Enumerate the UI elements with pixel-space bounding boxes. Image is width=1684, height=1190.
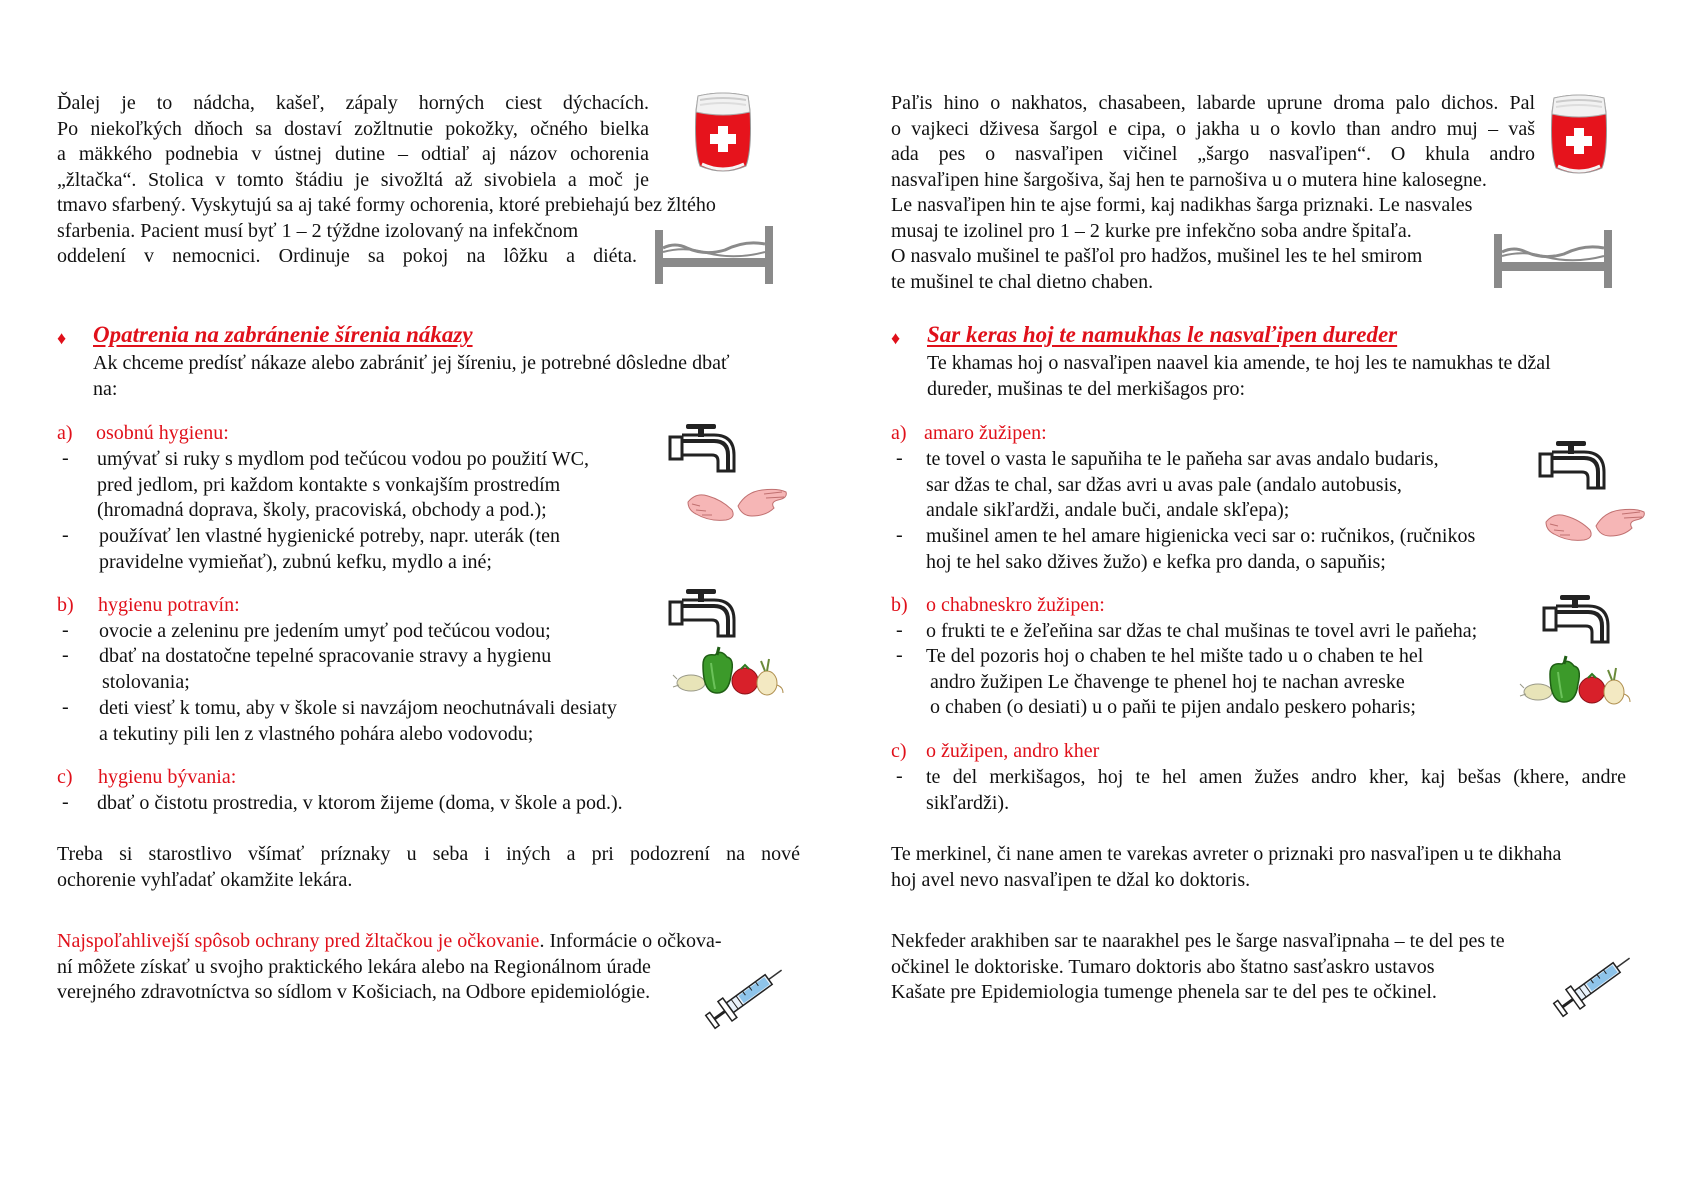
list-item: mušinel amen te hel amare higienicka veci sar o: ručnikos, (ručnikos hoj te hel sako džives žužo) e kefka pro danda, o sapuňis; <box>926 525 1476 573</box>
right-column-romani <box>834 0 1626 1190</box>
syringe-icon <box>700 962 792 1030</box>
vegetables-icon <box>673 645 785 699</box>
list-dash: - <box>896 619 903 641</box>
list-dash: - <box>62 524 69 546</box>
faucet-icon <box>1542 594 1614 654</box>
bed-icon <box>655 222 773 284</box>
intro-line: O nasvalo mušinel te pašľol pro hadžos, mušinel les te hel smirom <box>891 245 1423 267</box>
intro-line: nasvaľipen hine šargošiva, šaj hen te parnošiva u o mutera hine kalosegne. <box>891 168 1487 191</box>
intro-line: oddelení v nemocnici. Ordinuje sa pokoj na lôžku a diéta. <box>57 245 637 267</box>
heading-subtext: Ak chceme predísť nákaze alebo zabrániť jej šíreniu, je potrebné dôsledne dbať na: <box>93 352 730 400</box>
closing-paragraph: Treba si starostlivo všímať príznaky u seba i iných a pri podozrení na nové ochorenie vyhľadať okamžite lekára. <box>57 843 800 891</box>
bed-icon <box>1494 226 1612 288</box>
intro-line: „žltačka“. Stolica v tomto štádiu je sivožltá až sivobiela a moč je <box>57 168 649 191</box>
intro-line: Paľis hino o nakhatos, chasabeen, labarde uprune droma palo dichos. Pal <box>891 92 1535 114</box>
vaccination-highlight: Najspoľahlivejší spôsob ochrany pred žltačkou je očkovanie <box>57 930 540 952</box>
section-b-title: hygienu potravín: <box>98 594 240 616</box>
blood-bag-icon <box>1546 92 1612 178</box>
section-a-title: osobnú hygienu: <box>96 422 229 444</box>
heading-bullet-icon: ♦ <box>57 328 67 348</box>
heading-subtext: Te khamas hoj o nasvaľipen naavel kia amende, te hoj les te namukhas te džal dureder, mušinas te del merkišagos pro: <box>927 352 1551 400</box>
list-item: používať len vlastné hygienické potreby, napr. uterák (ten pravidelne vymieňať), zubnú kefku, mydlo a iné; <box>99 525 560 573</box>
list-item: o frukti te e žeľeňina sar džas te chal mušinas te tovel avri le paňeha; <box>926 620 1478 642</box>
blood-bag-icon <box>690 90 756 176</box>
list-dash: - <box>896 447 903 469</box>
list-item: ovocie a zeleninu pre jedením umyť pod tečúcou vodou; <box>99 620 551 642</box>
section-c-label: c) <box>57 766 73 788</box>
section-c-label: c) <box>891 740 907 762</box>
list-dash: - <box>896 524 903 546</box>
intro-line: a mäkkého podnebia v ústnej dutine – odtiaľ aj názov ochorenia <box>57 143 649 165</box>
intro-line: ada pes o nasvaľipen vičinel „šargo nasvaľipen“. O khula andro <box>891 143 1535 165</box>
vaccination-paragraph: Nekfeder arakhiben sar te naarakhel pes le šarge nasvaľipnaha – te del pes te očkinel le doktoriske. Tumaro doktoris abo štatno sasťaskro ustavos Kašate pre Epidemiologia tumenge phenela sar te del pes te očkinel. <box>891 930 1505 1003</box>
faucet-icon <box>668 423 740 483</box>
section-heading: Opatrenia na zabránenie šírenia nákazy <box>93 322 473 347</box>
faucet-icon <box>668 588 740 648</box>
left-column-slovak <box>0 0 800 1190</box>
closing-paragraph: Te merkinel, či nane amen te varekas avreter o priznaki pro nasvaľipen u te dikhaha hoj avel nevo nasvaľipen te džal ko doktoris. <box>891 843 1562 891</box>
list-dash: - <box>896 644 903 666</box>
list-dash: - <box>62 619 69 641</box>
list-item: te tovel o vasta le sapuňiha te le paňeha sar avas andalo budaris, sar džas te chal, sar džas avri u avas pale (andalo autobusis, andale sikľardži, andale buči, andale skľepa); <box>926 448 1439 521</box>
list-dash: - <box>896 765 903 787</box>
syringe-icon <box>1548 950 1640 1018</box>
intro-line: Ďalej je to nádcha, kašeľ, zápaly horných ciest dýchacích. <box>57 92 649 114</box>
list-dash: - <box>62 447 69 469</box>
list-item: dbať na dostatočne tepelné spracovanie stravy a hygienu stolovania; <box>99 645 552 693</box>
intro-line: Le nasvaľipen hin te ajse formi, kaj nadikhas šarga priznaki. Le nasvales <box>891 194 1473 216</box>
list-item: deti viesť k tomu, aby v škole si navzájom neochutnávali desiaty a tekutiny pili len z vlastného pohára alebo vodovodu; <box>99 697 617 745</box>
list-dash: - <box>62 791 69 813</box>
intro-line: o vajkeci dživesa šargol e cipa, o jakha u o kovlo than andro muj – vaš <box>891 117 1535 140</box>
intro-line: musaj te izolinel pro 1 – 2 kurke pre infekčno soba andre špitaľa. <box>891 219 1412 242</box>
intro-line: sfarbenia. Pacient musí byť 1 – 2 týždne izolovaný na infekčnom <box>57 219 579 242</box>
section-a-label: a) <box>57 422 73 444</box>
heading-bullet-icon: ♦ <box>891 328 901 348</box>
section-heading: Sar keras hoj te namukhas le nasvaľipen dureder <box>927 322 1398 347</box>
list-item: te del merkišagos, hoj te hel amen žužes andro kher, kaj bešas (khere, andre sikľardži). <box>926 766 1626 814</box>
section-c-title: o žužipen, andro kher <box>926 740 1100 762</box>
vaccination-paragraph: Najspoľahlivejší spôsob ochrany pred žltačkou je očkovanie. Informácie o očkova- ní môžete získať u svojho praktického lekára alebo na Regionálnom úrade verejného zdravotníctva so sídlom v Košiciach, na Odbore epidemiológie. <box>57 930 722 1003</box>
section-c-title: hygienu bývania: <box>98 766 237 788</box>
intro-line: Po niekoľkých dňoch sa dostaví zožltnutie pokožky, očného bielka <box>57 117 649 140</box>
intro-line: te mušinel te chal dietno chaben. <box>891 270 1154 293</box>
list-dash: - <box>62 696 69 718</box>
vegetables-icon <box>1520 654 1632 708</box>
intro-line: tmavo sfarbený. Vyskytujú sa aj také formy ochorenia, ktoré prebiehajú bez žltého <box>57 194 716 216</box>
section-a-title: amaro žužipen: <box>924 422 1047 444</box>
section-a-label: a) <box>891 422 907 444</box>
section-b-label: b) <box>57 594 74 616</box>
section-b-title: o chabneskro žužipen: <box>926 594 1105 616</box>
hands-icon <box>1544 500 1648 550</box>
hands-icon <box>686 480 790 530</box>
faucet-icon <box>1538 440 1610 500</box>
list-item: dbať o čistotu prostredia, v ktorom žijeme (doma, v škole a pod.). <box>97 792 623 814</box>
list-item: Te del pozoris hoj o chaben te hel mište tado u o chaben te hel andro žužipen Le čhavenge te phenel hoj te nachan avreske o chaben (o desiati) u o paňi te pijen andalo peskero poharis; <box>926 645 1424 718</box>
section-b-label: b) <box>891 594 908 616</box>
list-dash: - <box>62 644 69 666</box>
list-item: umývať si ruky s mydlom pod tečúcou vodou po použití WC, pred jedlom, pri každom kontakte s vonkajším prostredím (hromadná doprava, školy, pracoviská, obchody a pod.); <box>97 448 590 521</box>
